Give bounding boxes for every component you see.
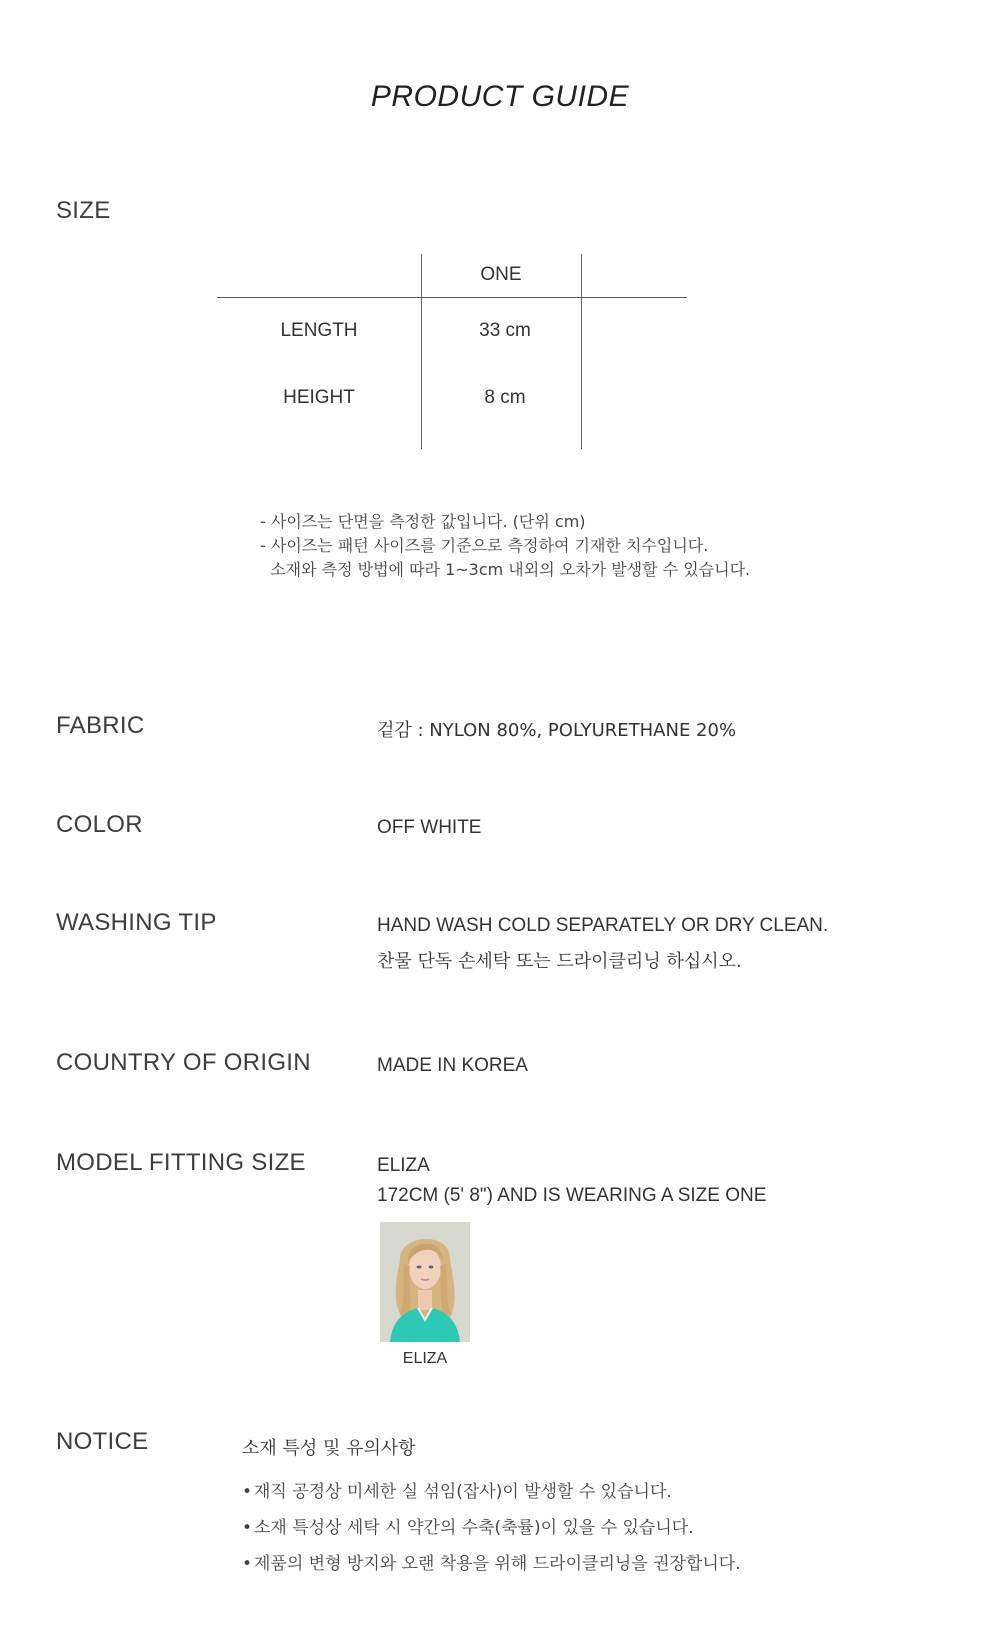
model-portrait-image <box>380 1222 470 1342</box>
color-label: COLOR <box>56 811 143 838</box>
size-note: - 사이즈는 단면을 측정한 값입니다. (단위 cm) <box>260 512 586 531</box>
notice-item-text: 소재 특성상 세탁 시 약간의 수축(축률)이 있을 수 있습니다. <box>254 1518 694 1538</box>
page-title: PRODUCT GUIDE <box>370 80 630 113</box>
model-name: ELIZA <box>377 1155 430 1176</box>
size-table-header-rule <box>217 297 687 298</box>
model-photo-caption: ELIZA <box>402 1350 448 1367</box>
notice-item-text: 재직 공정상 미세한 실 섞임(잡사)이 발생할 수 있습니다. <box>254 1482 672 1502</box>
bullet-icon: • <box>242 1482 253 1502</box>
fabric-value: 겉감 : NYLON 80%, POLYURETHANE 20% <box>377 720 737 741</box>
fabric-label: FABRIC <box>56 712 145 739</box>
size-note: - 사이즈는 패턴 사이즈를 기준으로 측정하여 기재한 치수입니다. <box>260 536 709 555</box>
size-label: SIZE <box>56 197 111 224</box>
model-photo <box>380 1222 470 1342</box>
size-row-label: LENGTH <box>280 320 358 341</box>
country-of-origin-label: COUNTRY OF ORIGIN <box>56 1049 311 1076</box>
washing-tip-english: HAND WASH COLD SEPARATELY OR DRY CLEAN. <box>377 915 829 936</box>
size-notes <box>260 510 750 582</box>
bullet-icon: • <box>242 1554 253 1574</box>
size-row-label: HEIGHT <box>283 387 355 408</box>
notice-item <box>242 1474 741 1510</box>
size-row-value: 33 cm <box>479 320 531 341</box>
notice-item <box>242 1510 741 1546</box>
bullet-icon: • <box>242 1518 253 1538</box>
model-fitting-label: MODEL FITTING SIZE <box>56 1149 306 1176</box>
notice-title: 소재 특성 및 유의사항 <box>242 1438 416 1459</box>
notice-item-text: 제품의 변형 방지와 오랜 착용을 위해 드라이클리닝을 권장합니다. <box>254 1554 741 1574</box>
notice-list <box>242 1474 741 1582</box>
size-table <box>217 254 687 449</box>
notice-label: NOTICE <box>56 1428 149 1455</box>
country-of-origin-value: MADE IN KOREA <box>377 1055 528 1076</box>
model-details: 172CM (5' 8") AND IS WEARING A SIZE ONE <box>377 1185 767 1206</box>
size-column-header: ONE <box>480 264 522 285</box>
washing-tip-label: WASHING TIP <box>56 909 217 936</box>
size-note: 소재와 측정 방법에 따라 1~3cm 내외의 오차가 발생할 수 있습니다. <box>260 560 751 579</box>
color-value: OFF WHITE <box>377 817 482 838</box>
size-row-value: 8 cm <box>484 387 526 408</box>
size-table-divider <box>581 254 582 449</box>
notice-item <box>242 1546 741 1582</box>
washing-tip-korean: 찬물 단독 손세탁 또는 드라이클리닝 하십시오. <box>377 951 742 972</box>
